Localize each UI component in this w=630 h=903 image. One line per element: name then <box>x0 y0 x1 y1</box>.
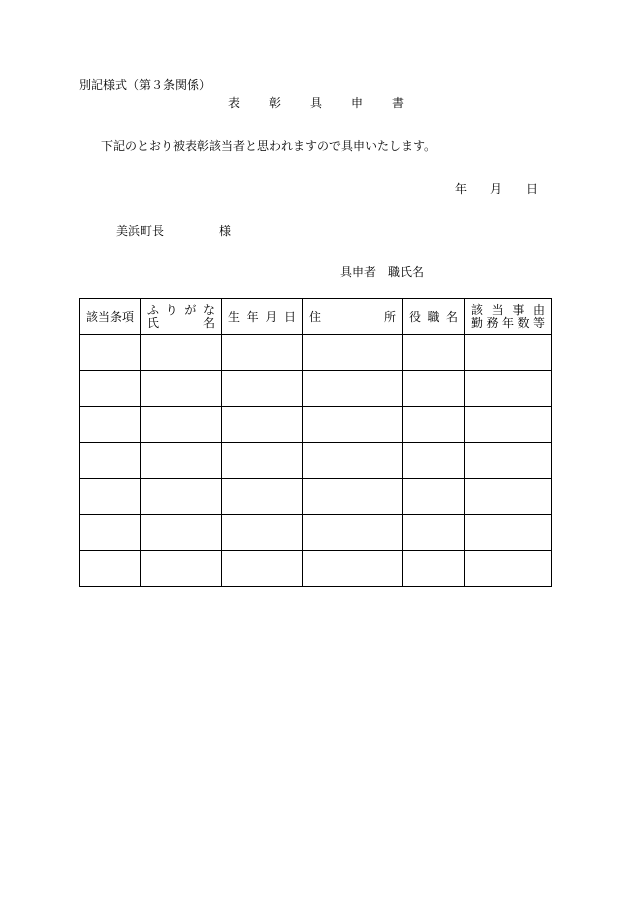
form-label: 別記様式（第３条関係） <box>79 78 212 92</box>
header-position-char: 職 <box>427 310 440 324</box>
table-cell[interactable] <box>403 515 465 551</box>
header-years-char: 務 <box>486 315 499 330</box>
table-cell[interactable] <box>222 407 303 443</box>
header-years-char: 勤 <box>471 315 484 330</box>
table-cell[interactable] <box>222 551 303 587</box>
table-cell[interactable] <box>141 443 222 479</box>
header-furigana-char: が <box>184 302 197 317</box>
intro-text: 下記のとおり被表彰該当者と思われますので具申いたします。 <box>101 139 437 153</box>
table-row <box>80 479 552 515</box>
header-furigana-char: り <box>165 302 178 317</box>
header-reason-char: 事 <box>512 302 525 317</box>
header-birthdate-char: 年 <box>246 310 259 324</box>
table-cell[interactable] <box>222 443 303 479</box>
table-cell[interactable] <box>303 335 403 371</box>
table-row <box>80 551 552 587</box>
header-clause: 該当条項 <box>80 299 141 335</box>
table-cell[interactable] <box>403 371 465 407</box>
table-cell[interactable] <box>465 479 552 515</box>
table-row <box>80 515 552 551</box>
table-cell[interactable] <box>222 515 303 551</box>
table-cell[interactable] <box>80 479 141 515</box>
header-birthdate-char: 日 <box>283 310 296 324</box>
table-cell[interactable] <box>141 371 222 407</box>
table-cell[interactable] <box>141 335 222 371</box>
header-birthdate-char: 月 <box>265 310 278 324</box>
header-address-right: 所 <box>383 310 396 324</box>
table-header-row <box>80 299 552 335</box>
table-cell[interactable] <box>465 371 552 407</box>
table-cell[interactable] <box>303 479 403 515</box>
table-cell[interactable] <box>222 335 303 371</box>
award-table <box>79 298 552 587</box>
table-body <box>80 335 552 587</box>
honorific: 様 <box>219 224 232 238</box>
header-years-char: 等 <box>532 315 545 330</box>
table-cell[interactable] <box>465 551 552 587</box>
table-cell[interactable] <box>303 443 403 479</box>
table-cell[interactable] <box>303 371 403 407</box>
table-cell[interactable] <box>80 515 141 551</box>
table-cell[interactable] <box>222 479 303 515</box>
header-address <box>303 299 403 335</box>
header-reason-char: 由 <box>532 302 545 317</box>
header-furigana-char: ふ <box>147 302 160 317</box>
table-cell[interactable] <box>303 407 403 443</box>
header-position-char: 名 <box>445 310 458 324</box>
header-birthdate <box>222 299 303 335</box>
table-cell[interactable] <box>403 479 465 515</box>
table-cell[interactable] <box>141 479 222 515</box>
header-position <box>403 299 465 335</box>
table-cell[interactable] <box>403 335 465 371</box>
title-char: 申 <box>351 96 364 110</box>
table-row <box>80 443 552 479</box>
table-row <box>80 407 552 443</box>
header-furigana-char: な <box>202 302 215 317</box>
header-reason-years <box>465 299 552 335</box>
table-cell[interactable] <box>465 443 552 479</box>
header-years-char: 年 <box>501 315 514 330</box>
header-years-char: 数 <box>517 315 530 330</box>
table-cell[interactable] <box>465 335 552 371</box>
date-year-label: 年 <box>455 182 468 196</box>
header-years <box>465 317 551 330</box>
header-address-left: 住 <box>309 310 322 324</box>
header-reason-char: 該 <box>471 302 484 317</box>
title-char: 書 <box>392 96 405 110</box>
title-char: 表 <box>228 96 241 110</box>
date-month-label: 月 <box>490 182 503 196</box>
table-cell[interactable] <box>80 335 141 371</box>
title-char: 彰 <box>269 96 282 110</box>
header-name <box>141 299 222 335</box>
applicant-label: 具申者 職氏名 <box>340 265 425 279</box>
header-furigana <box>141 304 221 317</box>
table-cell[interactable] <box>141 407 222 443</box>
header-position-char: 役 <box>409 310 422 324</box>
table-cell[interactable] <box>403 551 465 587</box>
table-cell[interactable] <box>403 407 465 443</box>
table-cell[interactable] <box>80 551 141 587</box>
date-day-label: 日 <box>526 182 539 196</box>
header-name-left: 氏 <box>147 315 160 330</box>
table-row <box>80 335 552 371</box>
table-cell[interactable] <box>465 407 552 443</box>
table-row <box>80 371 552 407</box>
header-reason-char: 当 <box>491 302 504 317</box>
header-birthdate-char: 生 <box>228 310 241 324</box>
title-char: 具 <box>310 96 323 110</box>
header-position-text <box>403 308 464 325</box>
table-cell[interactable] <box>303 551 403 587</box>
table-cell[interactable] <box>465 515 552 551</box>
table-cell[interactable] <box>80 443 141 479</box>
header-birthdate-text <box>222 308 302 325</box>
addressee: 美浜町長 <box>116 224 165 238</box>
header-name-right: 名 <box>202 315 215 330</box>
table-cell[interactable] <box>303 515 403 551</box>
table-cell[interactable] <box>80 371 141 407</box>
table-cell[interactable] <box>80 407 141 443</box>
table-cell[interactable] <box>141 515 222 551</box>
table-cell[interactable] <box>222 371 303 407</box>
table-cell[interactable] <box>403 443 465 479</box>
document-title <box>228 96 433 110</box>
table-cell[interactable] <box>141 551 222 587</box>
header-reason <box>465 304 551 317</box>
